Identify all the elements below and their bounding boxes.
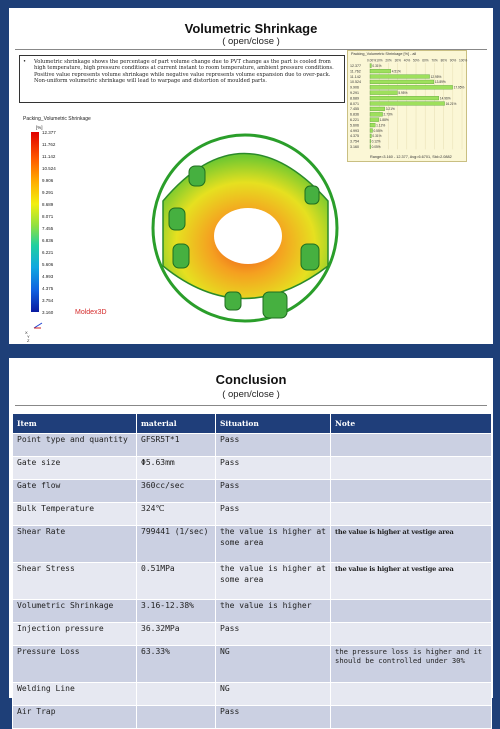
cell-material: Φ5.63mm	[137, 457, 216, 480]
cell-material: GFSR5T*1	[137, 434, 216, 457]
cell-situation: Pass	[216, 457, 331, 480]
colorbar-label: 10.524	[42, 166, 56, 171]
histogram-tick-label: 40%	[403, 58, 411, 63]
cell-item: Shear Rate	[13, 526, 137, 563]
cell-item: Shear Stress	[13, 563, 137, 600]
bullet-icon: •	[23, 59, 27, 65]
cell-note	[331, 503, 492, 526]
histogram-value-label: 12.95%	[430, 74, 442, 79]
cell-item: Gate flow	[13, 480, 137, 503]
cell-item: Pressure Loss	[13, 646, 137, 683]
cell-situation: Pass	[216, 623, 331, 646]
description-box	[19, 55, 345, 103]
header-material: material	[137, 414, 216, 434]
cell-note: the value is higher at vestige area	[331, 526, 492, 563]
histogram-tick-label: 80%	[440, 58, 447, 63]
conclusion-panel	[9, 358, 493, 716]
cell-material: 324℃	[137, 503, 216, 526]
cell-material: 360cc/sec	[137, 480, 216, 503]
cell-note	[331, 434, 492, 457]
histogram-range-label: 3.754	[350, 139, 359, 144]
histogram-bar	[370, 91, 397, 95]
histogram-value-label: 0.12%	[371, 139, 381, 144]
colorbar-label: 3.160	[42, 310, 54, 315]
open-close-toggle[interactable]: ( open/close )	[222, 36, 280, 47]
histogram-range-label: 6.836	[350, 112, 359, 117]
histogram-range-label: 11.762	[350, 69, 361, 74]
table-header-row	[13, 414, 492, 434]
cell-note	[331, 457, 492, 480]
panel-title: Volumetric Shrinkage	[184, 21, 318, 36]
histogram-range-label: 3.160	[350, 145, 359, 149]
histogram-value-label: 0.31%	[372, 64, 382, 68]
colorbar-label: 11.142	[42, 154, 56, 159]
histogram-value-label: 0.31%	[372, 134, 382, 139]
colorbar-label: 4.993	[42, 274, 54, 279]
cell-situation: the value is higher	[216, 600, 331, 623]
histogram-footer: Range=3.160 - 12.377, Avg=6.6701, Std=2.0882	[370, 155, 452, 159]
axis-y-label: Y	[27, 334, 30, 339]
result-title: Packing_Volumetric Shrinkage	[23, 116, 91, 122]
histogram-bar	[370, 134, 371, 138]
histogram-bar	[370, 96, 439, 100]
cell-note	[331, 480, 492, 503]
histogram-range-label: 9.291	[350, 91, 359, 95]
header-note: Note	[331, 414, 492, 434]
histogram-range-label: 4.993	[350, 128, 359, 133]
histogram-tick-label: 10%	[376, 58, 383, 63]
open-close-toggle[interactable]: ( open/close )	[222, 389, 280, 400]
cell-note	[331, 706, 492, 729]
colorbar-label: 6.836	[42, 238, 54, 243]
histogram-bar	[370, 69, 391, 73]
part-3d-render[interactable]	[143, 116, 343, 341]
histogram-value-label: 0.05%	[371, 145, 381, 149]
histogram-bar	[370, 80, 434, 84]
histogram-value-label: 13.89%	[434, 80, 446, 85]
histogram-chart	[348, 51, 466, 161]
histogram-bar	[370, 112, 383, 116]
cell-situation: the value is higher at some area	[216, 563, 331, 600]
cell-material: 63.33%	[137, 646, 216, 683]
histogram-bar	[370, 75, 430, 79]
histogram-bar	[370, 139, 371, 143]
header-item: Item	[13, 414, 137, 434]
histogram-range-label: 12.377	[350, 64, 361, 68]
histogram-range-label: 8.071	[350, 101, 359, 106]
colorbar-label: 3.754	[42, 298, 54, 303]
cell-situation: NG	[216, 683, 331, 706]
cell-item: Volumetric Shrinkage	[13, 600, 137, 623]
table-row	[13, 480, 492, 503]
histogram-tick-label: 100%	[459, 58, 468, 63]
histogram-range-label: 9.906	[350, 85, 359, 90]
cell-situation: Pass	[216, 480, 331, 503]
histogram-value-label: 4.51%	[391, 69, 401, 74]
colorbar-label: 5.606	[42, 262, 54, 267]
histogram-bar	[370, 107, 385, 111]
colorbar-label: 9.906	[42, 178, 54, 183]
histogram-range-label: 6.221	[350, 118, 359, 122]
histogram-value-label: 16.21%	[445, 101, 457, 106]
table-row	[13, 457, 492, 480]
cell-note	[331, 600, 492, 623]
histogram-range-label: 11.142	[350, 74, 361, 79]
histogram-value-label: 14.96%	[439, 96, 451, 101]
colorbar-label: 7.455	[42, 226, 54, 231]
colorbar-unit: [%]	[36, 125, 43, 130]
histogram-title: Packing_Volumetric Shrinkage [%] - all	[351, 52, 417, 56]
cell-situation: Pass	[216, 706, 331, 729]
colorbar-label: 8.071	[42, 214, 54, 219]
axis-z-label: Z	[27, 338, 30, 343]
moldex3d-logo: Moldex3D	[75, 309, 107, 316]
header-situation: Situation	[216, 414, 331, 434]
histogram-tick-label: 60%	[422, 58, 429, 63]
table-row	[13, 563, 492, 600]
cell-note: the pressure loss is higher and it should be controlled under 30%	[331, 646, 492, 683]
histogram-value-label: 0.55%	[373, 128, 383, 133]
histogram-value-label: 3.21%	[385, 107, 395, 112]
histogram-tick-label: 90%	[449, 58, 457, 63]
shrinkage-histogram	[347, 50, 467, 162]
conclusion-title: Conclusion	[215, 372, 287, 387]
cell-item: Air Trap	[13, 706, 137, 729]
colorbar-label: 6.221	[42, 250, 54, 255]
histogram-bar	[370, 64, 371, 68]
simulation-result-view	[23, 116, 341, 341]
cell-material	[137, 683, 216, 706]
histogram-tick-label: 20%	[385, 58, 392, 63]
colorbar-label: 12.377	[42, 130, 56, 135]
cell-situation: NG	[216, 646, 331, 683]
cell-material	[137, 706, 216, 729]
divider	[15, 405, 487, 406]
cell-material: 3.16-12.38%	[137, 600, 216, 623]
histogram-tick-label: 0.00%	[367, 58, 377, 63]
cell-item: Welding Line	[13, 683, 137, 706]
histogram-range-label: 10.524	[350, 80, 361, 85]
histogram-bar	[370, 123, 375, 127]
conclusion-table	[12, 413, 492, 729]
description-text: Volumetric shrinkage shows the percentage of part volume change due to PVT change as the part is cooled from high temperature, high pressure conditions at current instant to room temperature, ambient pressure conditions. Positive value represents volume shrinkage while negative value represents volume expansion due to over-pack. Non-uniform volumetric shrinkage will lead to warpage and distortion of moulded parts.	[34, 59, 334, 84]
table-row	[13, 623, 492, 646]
histogram-range-label: 7.455	[350, 107, 359, 112]
cell-material: 799441 (1/sec)	[137, 526, 216, 563]
table-row	[13, 503, 492, 526]
table-row	[13, 683, 492, 706]
table-row	[13, 526, 492, 563]
volumetric-shrinkage-panel	[9, 8, 493, 344]
table-row	[13, 706, 492, 729]
cell-item: Bulk Temperature	[13, 503, 137, 526]
table-row	[13, 646, 492, 683]
histogram-bar	[370, 85, 453, 89]
histogram-range-label: 4.375	[350, 134, 359, 139]
histogram-value-label: 2.73%	[383, 112, 393, 117]
histogram-tick-label: 50%	[413, 58, 420, 63]
histogram-bar	[370, 145, 371, 149]
colorbar-label: 4.375	[42, 286, 54, 291]
axis-triad-icon	[33, 321, 43, 329]
colorbar-label: 11.762	[42, 142, 56, 147]
histogram-tick-label: 70%	[431, 58, 438, 63]
colorbar-label: 8.689	[42, 202, 54, 207]
cell-situation: the value is higher at some area	[216, 526, 331, 563]
colorbar	[31, 132, 39, 312]
cell-item: Injection pressure	[13, 623, 137, 646]
histogram-bar	[370, 129, 373, 133]
histogram-range-label: 8.689	[350, 96, 359, 101]
table-row	[13, 434, 492, 457]
histogram-value-label: 1.12%	[376, 123, 386, 128]
table-row	[13, 600, 492, 623]
colorbar-label: 9.291	[42, 190, 54, 195]
cell-note: the value is higher at vestige area	[331, 563, 492, 600]
histogram-bar	[370, 102, 445, 106]
cell-item: Gate size	[13, 457, 137, 480]
cell-situation: Pass	[216, 503, 331, 526]
axis-x-label: X	[25, 330, 28, 335]
cell-material: 0.51MPa	[137, 563, 216, 600]
cell-situation: Pass	[216, 434, 331, 457]
histogram-tick-label: 30%	[394, 58, 401, 63]
cell-note	[331, 623, 492, 646]
cell-item: Point type and quantity	[13, 434, 137, 457]
histogram-value-label: 5.95%	[398, 91, 408, 95]
histogram-range-label: 5.606	[350, 123, 359, 128]
histogram-value-label: 17.95%	[453, 85, 465, 90]
histogram-value-label: 1.88%	[379, 118, 389, 122]
cell-material: 36.32MPa	[137, 623, 216, 646]
center-hole	[214, 208, 282, 264]
cell-note	[331, 683, 492, 706]
histogram-bar	[370, 118, 379, 122]
